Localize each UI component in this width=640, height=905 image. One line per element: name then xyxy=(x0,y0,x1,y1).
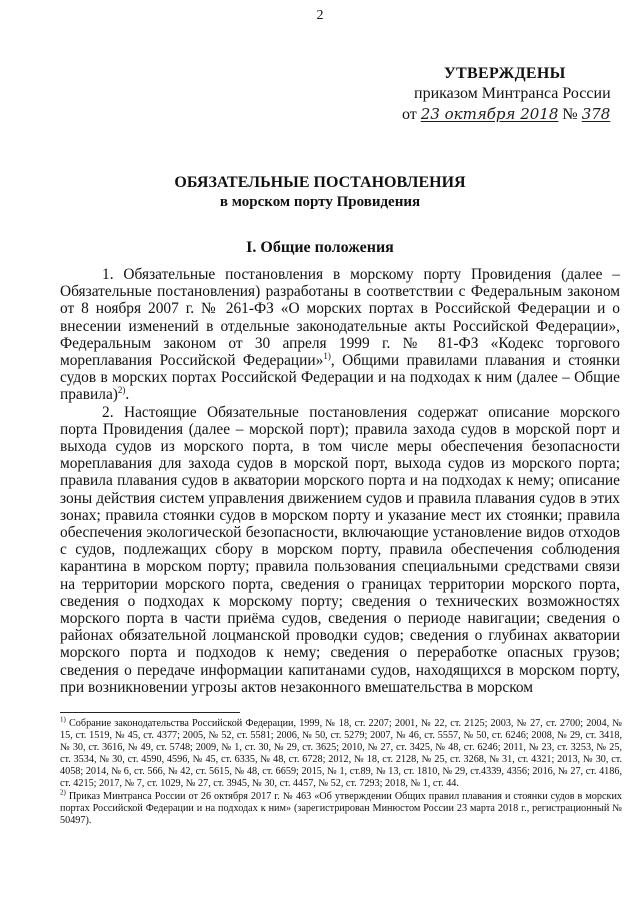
footnote-1-text: Собрание законодательства Российской Федерации, 1999, № 18, ст. 2207; 2001, № 22, ст. 2125; 2003, № 27, ст. 2700; 2004, № 15, ст. 1519, № 45, ст. 4377; 2005, № 52, ст. 5581; 2006, № 50, ст. 5279; 2007, № 46, ст. 5557, № 50, ст. 6246; 2008, № 29, ст. 3418, № 30, ст. 3616, № 49, ст. 5748; 2009, № 1, ст. 30, № 29, ст. 3625; 2010, № 27, ст. 3425, № 48, ст. 6246; 2011, № 23, ст. 3253, № 25, ст. 3534, № 30, ст. 4590, 4596, № 45, ст. 6335, № 48, ст. 6728; 2012, № 18, ст. 2128, № 25, ст. 3268, № 31, ст. 4321; 2013, № 30, ст. 4058; 2014, № 6, ст. 566, № 42, ст. 5615, № 48, ст. 6659; 2015, № 1, ст.89, № 13, ст. 1810, № 29, ст.4339, 4356; 2016, № 27, ст. 4186, ст. 4215; 2017, № 7, ст. 1029, № 27, ст. 3945, № 30, ст. 4457, № 52, ст. 7293; 2018, № 1, ст. 44. xyxy=(60,718,623,789)
footnote-2-mark: 2) xyxy=(60,788,66,797)
footnotes xyxy=(60,715,623,828)
paragraph-2: 2. Настоящие Обязательные постановления содержат описание морского порта Провидения (далее – морской порт); правила захода судов в морской порт и выхода судов из морского порта, в том числе меры обеспечения безопасности мореплавания для захода судов в морской порт, выхода судов из морского порта; правила плавания судов в акватории морского порта и на подходах к нему; описание зоны действия систем управления движением судов и правила плавания судов в этих зонах; правила стоянки судов в морском порту и указание мест их стоянки; правила обеспечения экологической безопасности, включающие установление видов отходов с судов, подлежащих сбору в морском порту, правила обеспечения соблюдения карантина в морском порту; правила пользования специальными средствами связи на территории морского порта, сведения о границах территории морского порта, сведения о подходах к морскому порту; сведения о технических возможностях морского порта в части приёма судов, сведения о периоде навигации; сведения о районах обязательной лоцманской проводки судов; сведения о глубинах акватории морского порта и подходов к нему; сведения о переработке опасных грузов; сведения о передаче информации капитанами судов, находящихся в морском порту, при возникновении угрозы актов незаконного вмешательства в морском xyxy=(60,403,620,696)
footnote-2-text: Приказ Минтранса России от 26 октября 2017 г. № 463 «Об утверждении Общих правил плавания и стоянки судов в морских портах Российской Федерации и на подходах к ним» (зарегистрирован Минюстом России 23 марта 2018 г., регистрационный № 50497). xyxy=(60,791,622,826)
paragraph-1 xyxy=(60,266,620,404)
footnote-ref-2: 2) xyxy=(117,385,126,396)
footnote-2 xyxy=(60,788,622,827)
handwritten-number: 378 xyxy=(581,105,611,123)
document-title: ОБЯЗАТЕЛЬНЫЕ ПОСТАНОВЛЕНИЯ xyxy=(174,174,466,191)
section-heading: I. Общие положения xyxy=(246,239,394,256)
approval-date-line xyxy=(402,104,634,125)
approval-date-prefix: от xyxy=(402,106,417,123)
approval-order: приказом Минтранса России xyxy=(414,85,611,102)
approval-number-prefix: № xyxy=(562,106,578,123)
paragraph-1-end: . xyxy=(125,386,130,404)
paragraph-1-text: 1. Обязательные постановления в морскому порту Провидения (далее – Обязательные постановления) разработаны в соответствии с Федеральным законом от 8 ноября 2007 г. № 261-ФЗ «О морских портах в Российской Федерации и о внесении изменений в отдельные законодательные акты Российской Федерации», Федеральным законом от 30 апреля 1999 г. № 81-ФЗ «Кодекс торгового мореплавания Российской Федерации» xyxy=(60,266,620,370)
handwritten-date: 23 октября 2018 xyxy=(420,105,559,123)
footnote-ref-1: 1) xyxy=(323,350,331,361)
body-text xyxy=(60,266,620,696)
footnote-1-mark: 1) xyxy=(60,715,66,724)
document-subtitle: в морском порту Провидения xyxy=(219,194,421,210)
paragraph-1-middle: , Общими правилами плавания и стоянки судов в морских портах Российской Федерации и на подходах к ним (далее – Общие правила) xyxy=(60,352,620,404)
page-number: 2 xyxy=(316,8,324,23)
footnote-1 xyxy=(60,715,623,790)
approval-title: УТВЕРЖДЕНЫ xyxy=(444,65,566,82)
approval-block xyxy=(402,64,634,125)
footnote-divider xyxy=(60,712,240,713)
